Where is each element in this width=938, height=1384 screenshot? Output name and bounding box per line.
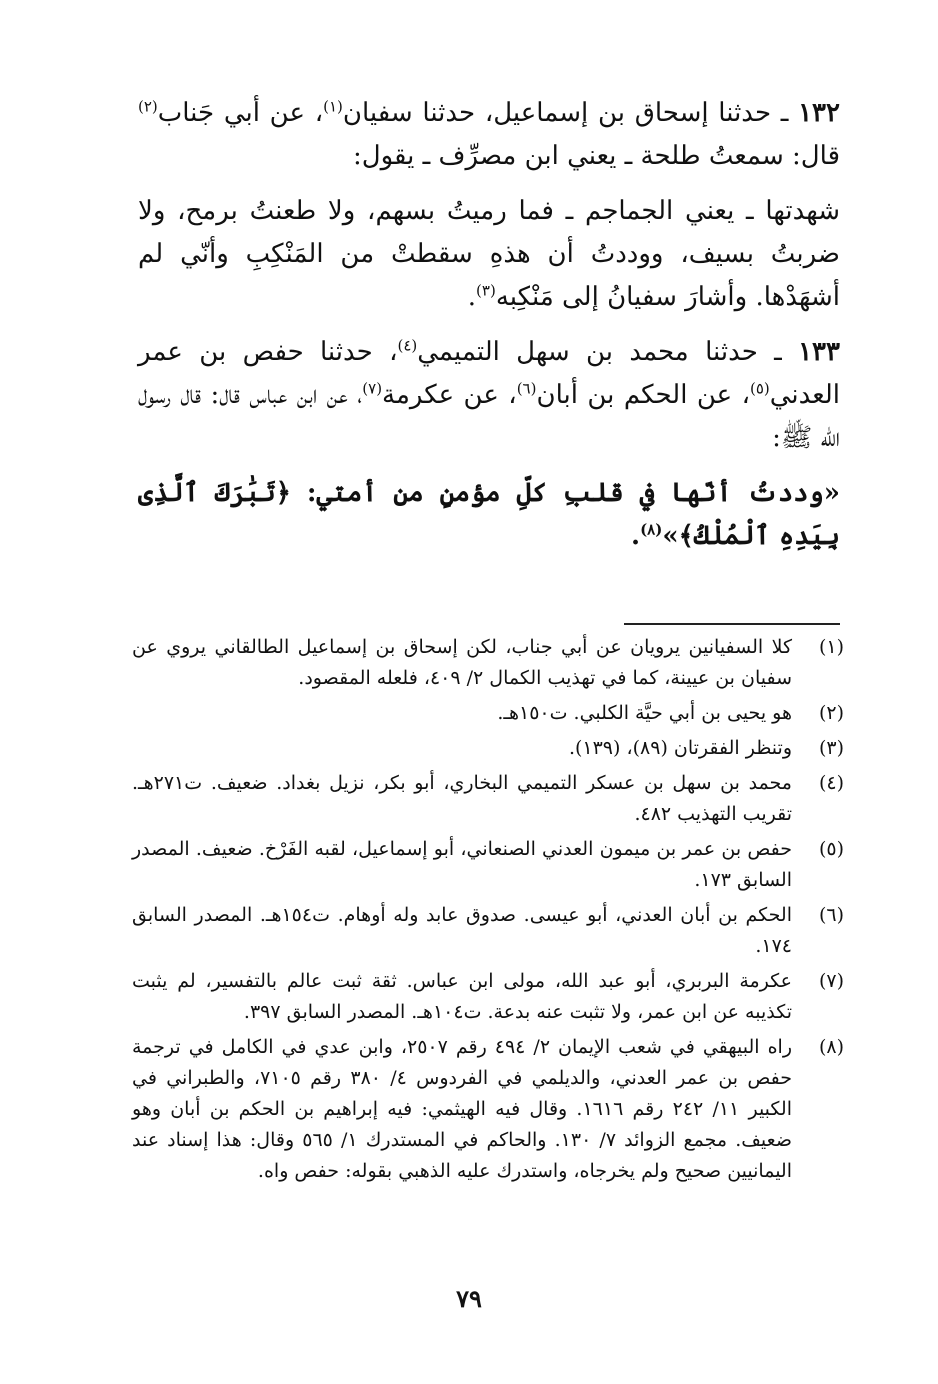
- footnote-ref: (٤): [397, 336, 418, 355]
- text-segment: .: [631, 521, 641, 551]
- text-segment: ، عن أبي جَناب: [157, 98, 324, 128]
- hadith-132-body: [138, 190, 840, 319]
- text-segment: ، عن عكرمة: [382, 380, 517, 410]
- footnote-number: (٨): [818, 1036, 844, 1058]
- text-segment: .: [467, 282, 477, 312]
- footnotes: [132, 632, 844, 1191]
- text-segment: شهدتها ـ يعني الجماجم ـ فما رميتُ بسهم، ولا طعنتُ برمح، ولا ضربتُ بسيف، ووددتُ أن هذهِ سقطتْ من المَنْكِبِ وأنّي لم أشهَدْها. وأشارَ سفيانُ إلى مَنْكِبه: [138, 196, 840, 312]
- hadith-133-body: [138, 472, 840, 558]
- footnote-ref: (٢): [138, 97, 158, 116]
- text-segment: ـ حدثنا محمد بن سهل التميمي: [417, 337, 799, 367]
- text-segment: ـ حدثنا إسحاق بن إسماعيل، حدثنا سفيان: [342, 98, 799, 128]
- footnote-item: [132, 632, 844, 694]
- footnote-text: حفص بن عمر بن ميمون العدني الصنعاني، أبو إسماعيل، لقبه الفَرْخ. ضعيف. المصدر السابق ١٧٣.: [132, 838, 792, 891]
- footnote-number: (٧): [818, 970, 844, 992]
- hadith-number: ١٣٢: [798, 98, 840, 128]
- hadith-number: ١٣٣: [798, 337, 840, 367]
- text-segment: قال: سمعتُ طلحة ـ يعني ابن مصرِّف ـ يقول:: [352, 141, 840, 171]
- footnote-number: (٥): [818, 838, 844, 860]
- footnote-item: [132, 966, 844, 1028]
- text-segment: «وددتُ أنّها في قلبِ كلِّ مؤمنٍ من أمتي: ﴿تَبَٰرَكَ ٱلَّذِى بِيَدِهِ ٱلْمُلْكُ﴾»: [138, 478, 840, 551]
- hadith-133: [138, 331, 840, 460]
- footnote-number: (٤): [818, 772, 844, 794]
- footnote-text: هو يحيى بن أبي حيَّة الكلبي. ت١٥٠هـ.: [497, 702, 792, 724]
- footnote-ref: (١): [323, 97, 343, 116]
- footnote-number: (٦): [818, 904, 844, 926]
- footnote-item: [132, 768, 844, 830]
- footnote-ref: (٦): [516, 379, 537, 398]
- footnote-ref: (٨): [640, 520, 663, 539]
- text-segment: ، حدثنا حفص بن عمر العدني: [138, 337, 840, 410]
- hadith-132: [138, 92, 840, 178]
- page-number: ٧٩: [456, 1284, 482, 1313]
- text-segment: ، عن ابن عباس قال: قال رسول الله ﷺ:: [138, 380, 840, 453]
- text-segment: ، عن الحكم بن أبان: [536, 380, 750, 410]
- footnote-number: (٣): [818, 737, 844, 759]
- footnote-ref: (٥): [749, 379, 770, 398]
- footnote-text: وتنظر الفقرتان (٨٩)، (١٣٩).: [568, 737, 792, 759]
- footnote-ref: (٣): [476, 281, 496, 300]
- footnote-text: محمد بن سهل بن عسكر التميمي البخاري، أبو بكر، نزيل بغداد. ضعيف. ت٢٧١هـ. تقريب التهذيب ٤٨٢.: [132, 772, 792, 825]
- footnote-ref: (٧): [362, 379, 383, 398]
- footnote-text: عكرمة البربري، أبو عبد الله، مولى ابن عباس. ثقة ثبت عالم بالتفسير، لم يثبت تكذيبه عن ابن عمر، ولا تثبت عنه بدعة. ت١٠٤هـ. المصدر السابق ٣٩٧.: [132, 970, 792, 1023]
- footnote-item: [132, 834, 844, 896]
- footnote-divider: [624, 623, 840, 625]
- footnote-number: (١): [818, 636, 844, 658]
- footnote-text: راه البيهقي في شعب الإيمان ٢/ ٤٩٤ رقم ٢٥٠٧، وابن عدي في الكامل في ترجمة حفص بن عمر العدني، والديلمي في الفردوس ٤/ ٣٨٠ رقم ٧١٠٥، والطبراني في الكبير ١١/ ٢٤٢ رقم ١٦١٦. وقال فيه الهيثمي: فيه إبراهيم بن الحكم بن أبان وهو ضعيف. مجمع الزوائد ٧/ ١٣٠. والحاكم في المستدرك ١/ ٥٦٥ وقال: هذا إسناد عند اليمانيين صحيح ولم يخرجاه، واستدرك عليه الذهبي بقوله: حفص واه.: [132, 1036, 793, 1182]
- footnote-item: [132, 1032, 844, 1187]
- footnote-item: [132, 698, 844, 729]
- main-text: [138, 92, 840, 570]
- footnote-item: [132, 733, 844, 764]
- footnote-item: [132, 900, 844, 962]
- footnote-text: الحكم بن أبان العدني، أبو عيسى. صدوق عابد وله أوهام. ت١٥٤هـ. المصدر السابق ١٧٤.: [132, 904, 792, 957]
- footnote-number: (٢): [818, 702, 844, 724]
- footnote-text: كلا السفيانين يرويان عن أبي جناب، لكن إسحاق بن إسماعيل الطالقاني يروي عن سفيان بن عيينة، كما في تهذيب الكمال ٢/ ٤٠٩، فلعله المقصود.: [132, 636, 792, 689]
